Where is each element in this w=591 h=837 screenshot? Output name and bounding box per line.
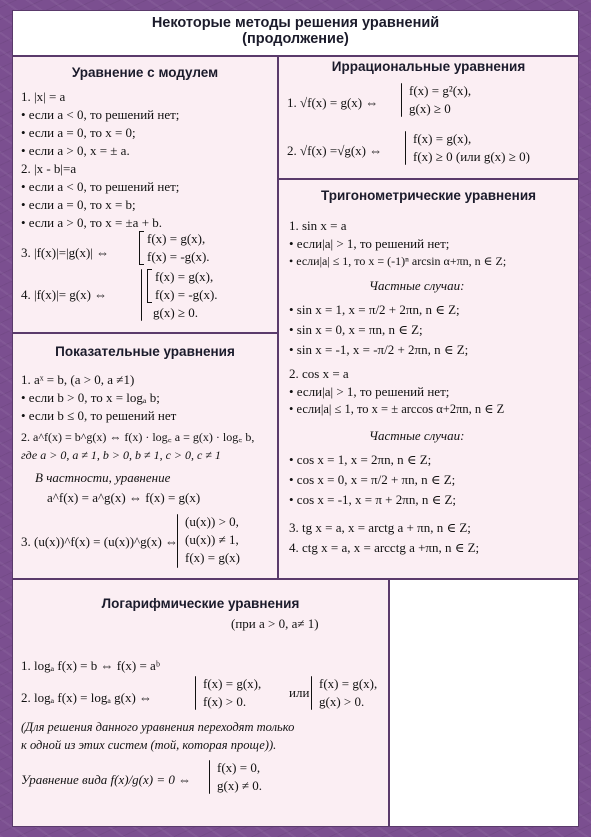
irrational-case1-eq2: g(x) ≥ 0 — [409, 101, 451, 116]
trig-line-2: • если|a| > 1, то решений нет; — [289, 236, 450, 251]
modulus-case4-bracket — [147, 269, 152, 303]
exp-line-1: 1. aˣ = b, (a > 0, a ≠1) — [21, 372, 135, 387]
log-condition: (при a > 0, a≠ 1) — [231, 616, 319, 631]
header-panel — [12, 10, 579, 56]
modulus-case3-bracket — [139, 231, 144, 265]
log-case2-eq1: f(x) = g(x), — [203, 676, 262, 691]
modulus-line-7: • если a = 0, то x = b; — [21, 197, 136, 212]
exponential-panel — [12, 333, 278, 579]
exp-line-5: где a > 0, a ≠ 1, b > 0, b ≠ 1, c > 0, c ≠ 1 — [21, 448, 221, 462]
modulus-line-4: • если a > 0, x = ± a. — [21, 143, 130, 158]
exp-case3-eq2: (u(x)) ≠ 1, — [185, 532, 239, 547]
modulus-title: Уравнение с модулем — [71, 65, 219, 80]
exp-case3-eq3: f(x) = g(x) — [185, 550, 240, 565]
exp-line-3: • если b ≤ 0, то решений нет — [21, 408, 177, 423]
trig-line-16: 4. ctg x = a, x = arcctg a +πn, n ∈ Z; — [289, 540, 480, 555]
trig-line-10: • если|a| ≤ 1, то x = ± arccos α+2πn, n ∈ Z — [289, 402, 505, 416]
log-fraction-eq1: f(x) = 0, — [217, 760, 261, 775]
exp-line-6: В частности, уравнение — [35, 470, 171, 485]
irrational-panel — [278, 56, 579, 179]
exp-case3-eq1: (u(x)) > 0, — [185, 514, 239, 529]
log-note-2: к одной из этих систем (той, которая проще)). — [21, 738, 277, 752]
irrational-case1-brace — [401, 83, 402, 117]
trig-line-3: • если|a| ≤ 1, то x = (-1)ⁿ arcsin α+πn, n ∈ Z; — [289, 254, 507, 268]
trig-line-15: 3. tg x = a, x = arctg a + πn, n ∈ Z; — [289, 520, 471, 535]
trig-title: Тригонометрические уравнения — [320, 188, 537, 203]
exp-line-7: a^f(x) = a^g(x) ⇔ f(x) = g(x) — [47, 490, 201, 505]
log-fraction-brace — [209, 760, 210, 794]
trig-line-7: • sin x = -1, x = -π/2 + 2πn, n ∈ Z; — [289, 342, 469, 357]
trig-line-14: • cos x = -1, x = π + 2πn, n ∈ Z; — [289, 492, 457, 507]
trig-line-12: • cos x = 1, x = 2πn, n ∈ Z; — [289, 452, 432, 467]
trig-line-6: • sin x = 0, x = πn, n ∈ Z; — [289, 322, 423, 337]
trig-line-1: 1. sin x = a — [289, 218, 347, 233]
log-case2-eq4: g(x) > 0. — [319, 694, 365, 709]
modulus-line-5: 2. |x - b|=a — [21, 161, 77, 176]
trig-line-8: 2. cos x = a — [289, 366, 349, 381]
log-fraction-label: Уравнение вида f(x)/g(x) = 0 ⇔ — [21, 772, 192, 787]
modulus-panel — [12, 56, 278, 333]
irrational-case2-eq2: f(x) ≥ 0 (или g(x) ≥ 0) — [413, 149, 530, 164]
log-case2-label: 2. logₐ f(x) = logₐ g(x) ⇔ — [21, 690, 153, 705]
modulus-line-2: • если a < 0, то решений нет; — [21, 107, 180, 122]
modulus-case3-eq1: f(x) = g(x), — [147, 231, 206, 246]
modulus-case4-eq1: f(x) = g(x), — [155, 269, 214, 284]
log-case2-brace-1 — [195, 676, 196, 710]
log-fraction-eq2: g(x) ≠ 0. — [217, 778, 263, 793]
log-case2-eq3: f(x) = g(x), — [319, 676, 378, 691]
log-case2-eq2: f(x) > 0. — [203, 694, 247, 709]
trig-line-9: • если|a| > 1, то решений нет; — [289, 384, 450, 399]
exp-line-4: 2. a^f(x) = b^g(x) ⇔ f(x) · log꜀ a = g(x) · log꜀ b, — [21, 430, 255, 444]
trig-panel — [278, 179, 579, 579]
trig-special-1: Частные случаи: — [369, 278, 465, 293]
log-title: Логарифмические уравнения — [101, 596, 300, 611]
modulus-line-6: • если a < 0, то решений нет; — [21, 179, 180, 194]
modulus-line-8: • если a > 0, то x = ±a + b. — [21, 215, 163, 230]
modulus-case4-label: 4. |f(x)|= g(x) ⇔ — [21, 287, 108, 302]
log-line-1: 1. logₐ f(x) = b ⇔ f(x) = aᵇ — [21, 658, 160, 673]
page-title: Некоторые методы решения уравнений — [151, 15, 440, 31]
irrational-case1-eq1: f(x) = g²(x), — [409, 83, 472, 98]
irrational-case1-label: 1. √f(x) = g(x) ⇔ — [287, 95, 379, 110]
modulus-case4-eq3: g(x) ≥ 0. — [153, 305, 199, 320]
exponential-title: Показательные уравнения — [55, 344, 235, 359]
trig-special-2: Частные случаи: — [369, 428, 465, 443]
irrational-title: Иррациональные уравнения — [331, 59, 526, 74]
irrational-case2-label: 2. √f(x) =√g(x) ⇔ — [287, 143, 383, 158]
empty-block — [389, 579, 579, 827]
log-case2-brace-2 — [311, 676, 312, 710]
log-or: или — [289, 685, 310, 700]
log-note-1: (Для решения данного уравнения переходят только — [21, 720, 295, 734]
page-subtitle: (продолжение) — [242, 31, 349, 47]
modulus-line-3: • если a = 0, то x = 0; — [21, 125, 136, 140]
trig-line-13: • cos x = 0, x = π/2 + πn, n ∈ Z; — [289, 472, 456, 487]
trig-line-5: • sin x = 1, x = π/2 + 2πn, n ∈ Z; — [289, 302, 460, 317]
modulus-case3-eq2: f(x) = -g(x). — [147, 249, 210, 264]
exp-case3-label: 3. (u(x))^f(x) = (u(x))^g(x) ⇔ — [21, 534, 179, 549]
modulus-case3-label: 3. |f(x)|=|g(x)| ⇔ — [21, 245, 110, 260]
irrational-case2-eq1: f(x) = g(x), — [413, 131, 472, 146]
exp-case3-brace — [177, 514, 178, 568]
modulus-case4-brace — [141, 269, 142, 321]
log-panel — [12, 579, 389, 827]
modulus-case4-eq2: f(x) = -g(x). — [155, 287, 218, 302]
exp-line-2: • если b > 0, то x = logₐ b; — [21, 390, 160, 405]
modulus-line-1: 1. |x| = a — [21, 89, 66, 104]
irrational-case2-brace — [405, 131, 406, 165]
